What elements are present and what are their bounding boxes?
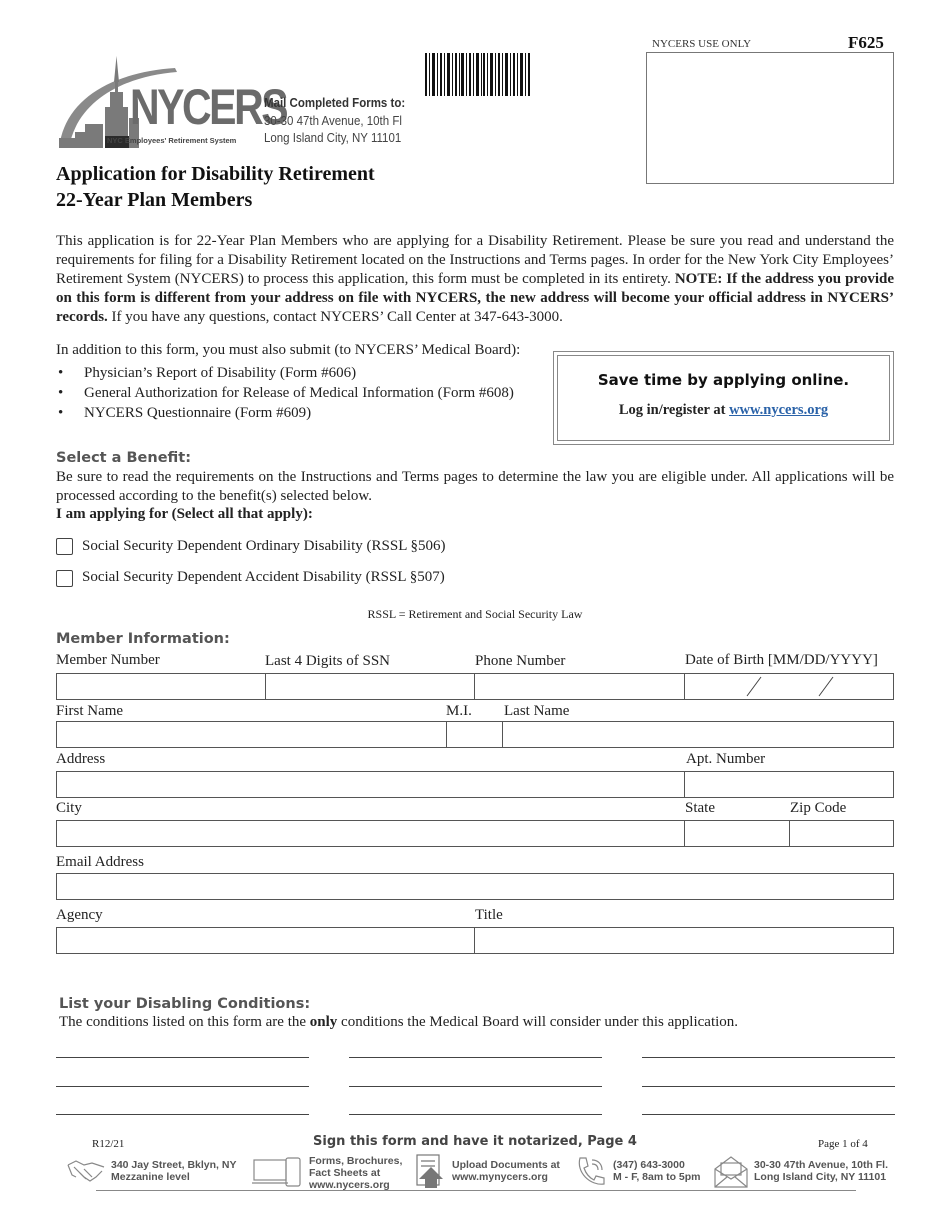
revision-code: R12/21 (92, 1138, 125, 1150)
conditions-text-before: The conditions listed on this form are the (59, 1014, 310, 1030)
intro-text: This application is for 22-Year Plan Members who are applying for a Disability Retirement. Please be sure you read and understand the requirements for filing for a Disability Retirement located on the Instructions and Terms pages. In order for the New York City Employees’ Retirement System (NYCERS) to process this application, this form must be completed in its entirety. (56, 233, 894, 287)
online-box-login (554, 402, 893, 419)
member-info-heading: Member Information: (56, 631, 230, 647)
conditions-text-after: conditions the Medical Board will consider under this application. (337, 1014, 739, 1030)
nycers-use-only-label: NYCERS USE ONLY (652, 38, 752, 50)
footer-upload-line2: www.mynycers.org (452, 1171, 548, 1183)
agency-label: Agency (56, 907, 103, 923)
requirement-item: • Physician’s Report of Disability (Form #606) (56, 363, 536, 383)
mail-address-line2: Long Island City, NY 11101 (264, 131, 402, 145)
address-field[interactable] (57, 772, 684, 797)
footer-phone (613, 1159, 701, 1183)
apt-field[interactable] (685, 772, 893, 797)
requirement-item: • NYCERS Questionnaire (Form #609) (56, 403, 536, 423)
footer-forms-line2: Fact Sheets at (309, 1167, 381, 1179)
date-separator-slashes (685, 674, 893, 699)
online-box-prefix: Log in/register at (618, 402, 730, 418)
mail-label: Mail Completed Forms to: (264, 96, 406, 110)
barcode (425, 53, 531, 96)
first-name-label: First Name (56, 703, 124, 719)
footer-upload (452, 1159, 560, 1183)
accident-disability-checkbox[interactable] (56, 570, 73, 587)
title-line2: 22-Year Plan Members (56, 189, 253, 211)
benefit-heading: Select a Benefit: (56, 450, 192, 466)
title-field[interactable] (475, 928, 893, 953)
footer-forms-line1: Forms, Brochures, (309, 1155, 403, 1167)
agency-field[interactable] (57, 928, 474, 953)
ordinary-disability-label: Social Security Dependent Ordinary Disability (RSSL §506) (82, 538, 446, 554)
accident-disability-label: Social Security Dependent Accident Disability (RSSL §507) (82, 569, 445, 585)
condition-line[interactable] (56, 1114, 309, 1115)
nycers-use-only-box (646, 52, 894, 184)
form-number: F625 (848, 33, 884, 52)
footer-mail (754, 1159, 888, 1183)
email-field[interactable] (56, 873, 894, 900)
condition-line[interactable] (642, 1057, 895, 1058)
footer-phone-line1: (347) 643-3000 (613, 1159, 685, 1171)
title-label: Title (475, 907, 503, 923)
city-field[interactable] (57, 821, 684, 846)
footer-forms-line3: www.nycers.org (309, 1179, 390, 1191)
mi-field[interactable] (447, 722, 502, 747)
footer-walkin (111, 1159, 236, 1183)
last-name-field[interactable] (503, 722, 893, 747)
rssl-note: RSSL = Retirement and Social Security Law (367, 607, 583, 621)
footer-walkin-line2: Mezzanine level (111, 1171, 190, 1183)
applying-label: I am applying for (Select all that apply): (56, 506, 313, 522)
footer-mail-line1: 30-30 47th Avenue, 10th Fl. (754, 1159, 889, 1171)
footer-forms (309, 1155, 402, 1191)
phone-icon (574, 1154, 608, 1188)
online-box-inner (557, 355, 890, 441)
logo-subtitle: NYC Employees' Retirement System (107, 136, 237, 145)
zip-label: Zip Code (790, 800, 847, 816)
last-name-label: Last Name (504, 703, 570, 719)
online-box-title: Save time by applying online. (597, 371, 850, 389)
logo-wordmark: NYCERS (130, 79, 287, 135)
address-label: Address (56, 751, 106, 767)
footer-divider (96, 1190, 856, 1191)
devices-icon (252, 1156, 304, 1188)
member-number-field[interactable] (57, 674, 265, 699)
footer-mail-line2: Long Island City, NY 11101 (754, 1171, 887, 1183)
conditions-text (59, 1014, 738, 1031)
page-number: Page 1 of 4 (818, 1138, 868, 1150)
footer-phone-line2: M - F, 8am to 5pm (613, 1171, 701, 1183)
member-number-label: Member Number (56, 652, 160, 668)
ssn-field[interactable] (266, 674, 474, 699)
condition-line[interactable] (349, 1057, 602, 1058)
email-label: Email Address (56, 854, 144, 870)
intro-note: NOTE: If the address you provide on this form is different from your address on file with NYCERS, the new address will become your official address in NYCERS’ records. (56, 271, 894, 325)
handshake-icon (66, 1155, 106, 1187)
condition-line[interactable] (349, 1086, 602, 1087)
condition-line[interactable] (642, 1114, 895, 1115)
phone-label: Phone Number (475, 653, 566, 669)
title-line1: Application for Disability Retirement (56, 163, 375, 185)
apt-label: Apt. Number (686, 751, 766, 767)
footer-walkin-line1: 340 Jay Street, Bklyn, NY (111, 1159, 237, 1171)
benefit-text: Be sure to read the requirements on the Instructions and Terms pages to determine the law you are eligible under. All applications will be processed according to the benefit(s) selected below. (56, 469, 894, 504)
phone-field[interactable] (475, 674, 684, 699)
intro-tail: If you have any questions, contact NYCERS’ Call Center at 347-643-3000. (107, 309, 563, 325)
upload-icon (413, 1153, 449, 1189)
dob-label: Date of Birth [MM/DD/YYYY] (685, 652, 878, 668)
requirement-item: • General Authorization for Release of Medical Information (Form #608) (56, 383, 536, 403)
condition-line[interactable] (349, 1114, 602, 1115)
first-name-field[interactable] (57, 722, 446, 747)
condition-line[interactable] (642, 1086, 895, 1087)
ssn-label: Last 4 Digits of SSN (265, 653, 391, 669)
sign-note: Sign this form and have it notarized, Page 4 (313, 1134, 637, 1149)
city-label: City (56, 800, 82, 816)
mail-address-line1: 30-30 47th Avenue, 10th Fl (264, 114, 402, 128)
state-label: State (685, 800, 715, 816)
requirements-list (56, 363, 536, 423)
online-box (553, 351, 894, 445)
conditions-heading: List your Disabling Conditions: (59, 996, 311, 1012)
nycers-website-link[interactable]: www.nycers.org (729, 402, 829, 418)
zip-field[interactable] (790, 821, 893, 846)
mi-label: M.I. (446, 703, 472, 719)
dob-field[interactable] (685, 674, 893, 699)
ordinary-disability-checkbox[interactable] (56, 538, 73, 555)
footer-upload-line1: Upload Documents at (452, 1159, 560, 1171)
page-title (56, 161, 375, 213)
intro-paragraph (56, 232, 894, 327)
condition-line[interactable] (56, 1057, 309, 1058)
conditions-text-bold: only (309, 1014, 338, 1030)
envelope-icon (713, 1155, 749, 1189)
state-field[interactable] (685, 821, 789, 846)
condition-line[interactable] (56, 1086, 309, 1087)
requirements-intro: In addition to this form, you must also submit (to NYCERS’ Medical Board): (56, 342, 521, 358)
nycers-logo (55, 52, 287, 152)
